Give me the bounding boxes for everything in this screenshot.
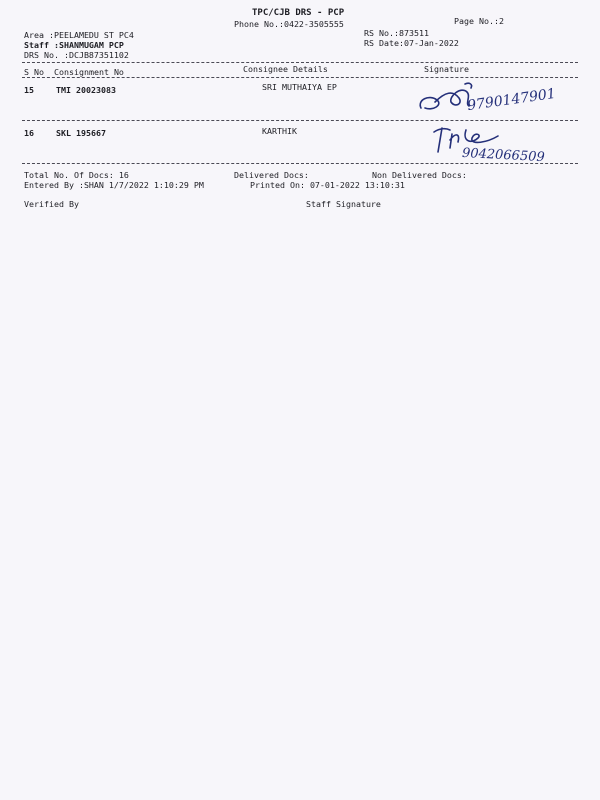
col-signature: Signature (424, 64, 469, 74)
staff-signature-label: Staff Signature (306, 199, 381, 209)
drs-number: DRS No. :DCJB87351102 (24, 50, 129, 60)
staff-label: Staff :SHANMUGAM PCP (24, 40, 124, 50)
row-sno: 15 (24, 85, 34, 95)
signature-phone: 9790147901 (466, 85, 557, 115)
handwritten-signature (415, 78, 565, 120)
row-consignment: TMI 20023083 (56, 85, 116, 95)
non-delivered-docs: Non Delivered Docs: (372, 170, 467, 180)
row-consignee: KARTHIK (262, 126, 297, 136)
divider (22, 120, 578, 121)
col-sno: S No (24, 67, 44, 77)
printed-on: Printed On: 07-01-2022 13:10:31 (250, 180, 405, 190)
row-consignment: SKL 195667 (56, 128, 106, 138)
total-docs: Total No. Of Docs: 16 (24, 170, 129, 180)
page-number: Page No.:2 (454, 16, 504, 26)
handwritten-signature (432, 122, 572, 168)
row-consignee: SRI MUTHAIYA EP (262, 82, 337, 92)
col-consignment: Consignment No (54, 67, 124, 77)
area-label: Area :PEELAMEDU ST PC4 (24, 30, 134, 40)
col-consignee: Consignee Details (243, 64, 328, 74)
delivered-docs: Delivered Docs: (234, 170, 309, 180)
entered-by: Entered By :SHAN 1/7/2022 1:10:29 PM (24, 180, 204, 190)
signature-phone: 9042066509 (461, 145, 546, 166)
phone-number: Phone No.:0422-3505555 (234, 19, 344, 29)
row-sno: 16 (24, 128, 34, 138)
divider (22, 62, 578, 63)
verified-by-label: Verified By (24, 199, 79, 209)
divider (22, 163, 578, 164)
rs-date: RS Date:07-Jan-2022 (364, 38, 459, 48)
document-title: TPC/CJB DRS - PCP (252, 8, 345, 18)
rs-number: RS No.:873511 (364, 28, 429, 38)
